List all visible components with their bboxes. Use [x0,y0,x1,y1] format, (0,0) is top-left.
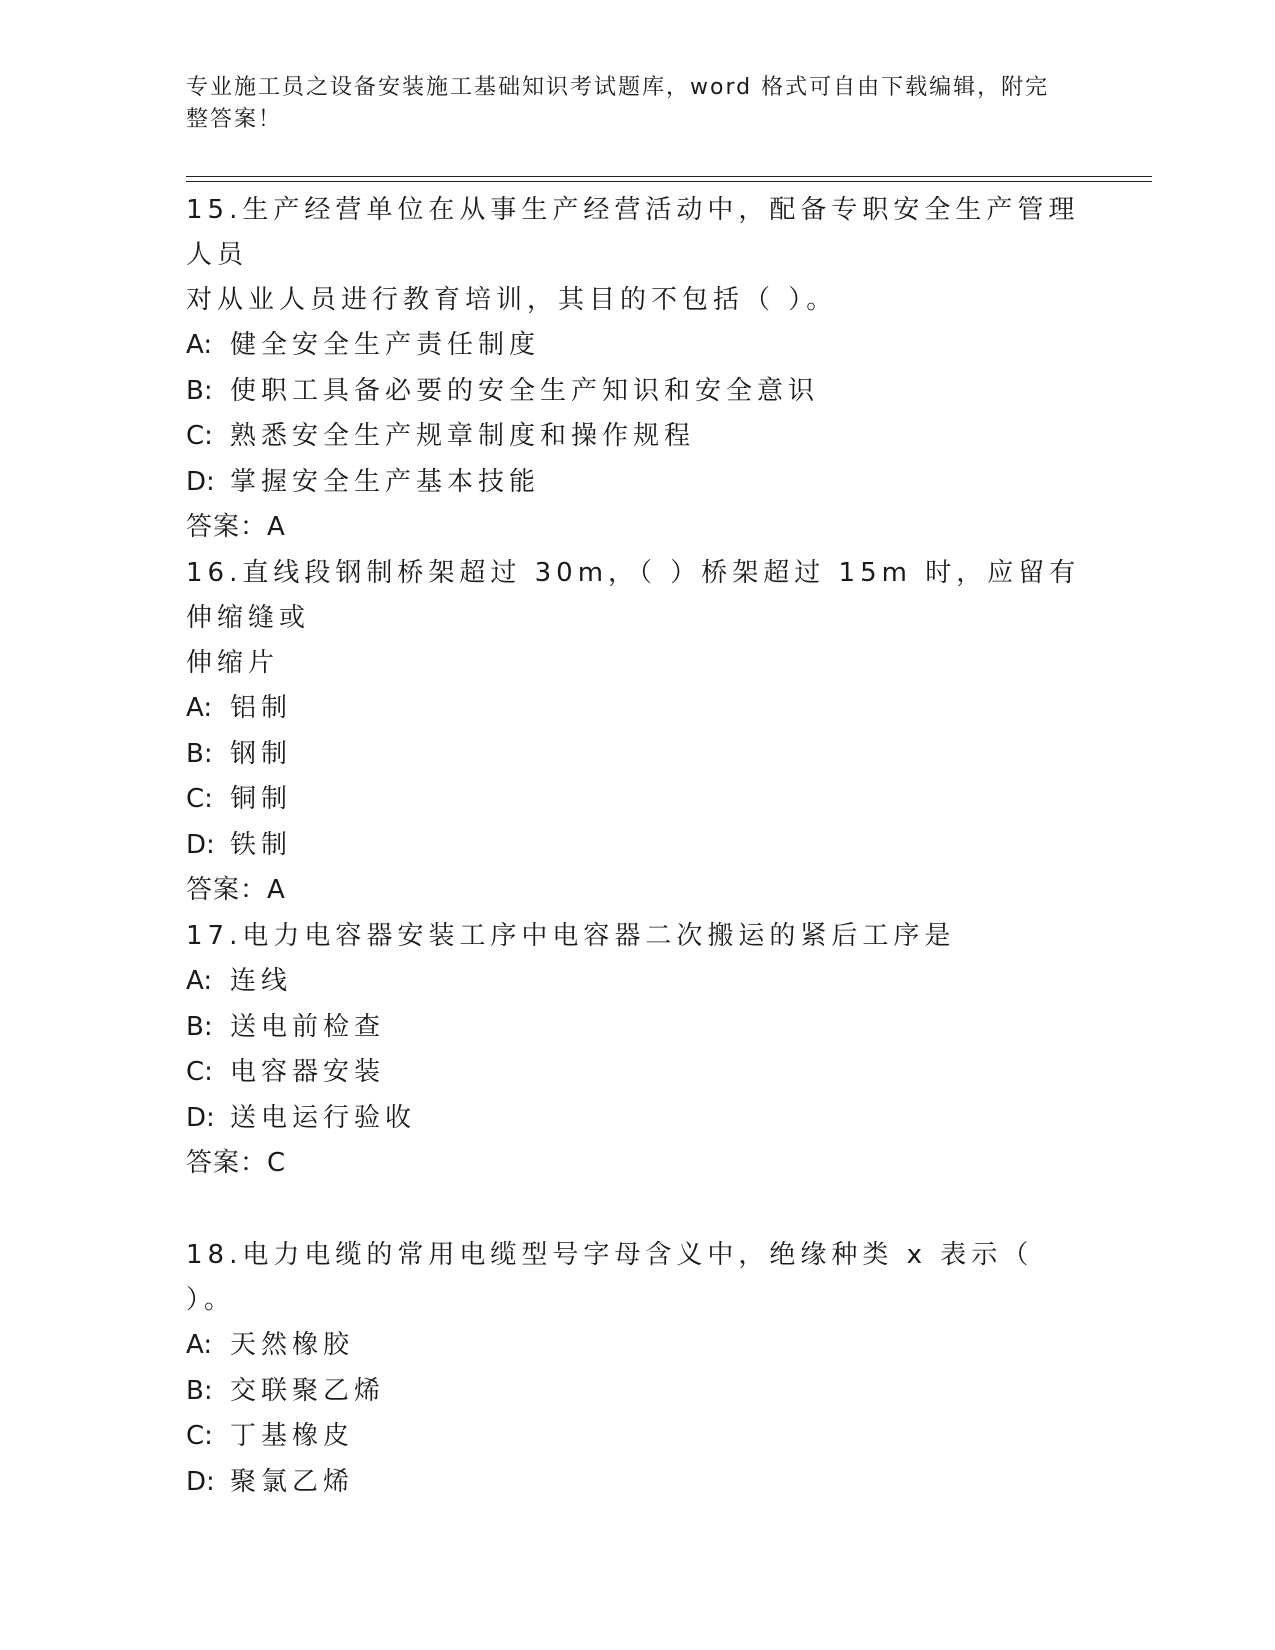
option-key: B: [186,1011,213,1042]
option-text: 交联聚乙烯 [230,1375,386,1406]
option-text: 丁基橡皮 [230,1421,355,1451]
answer [186,1141,1086,1187]
option-b [186,369,1086,415]
question-16 [186,551,1086,914]
option-key: C: [186,1057,213,1087]
option-text: 聚氯乙烯 [230,1466,355,1497]
option-text: 钢制 [230,738,293,769]
answer-label: 答案： [186,875,268,905]
option-key: A: [186,330,213,360]
option-key: B: [186,375,213,406]
option-key: A: [186,693,213,723]
option-d [186,823,1086,869]
header-line-2: 整答案！ [186,107,283,132]
answer [186,868,1086,914]
option-key: B: [186,1375,213,1406]
question-title-line: 对从业人员进行教育培训，其目的不包括（ ）。 [186,285,838,315]
answer-value: C [267,1148,286,1178]
document-header [186,72,1066,136]
option-d [186,1096,1086,1142]
option-text: 天然橡胶 [230,1330,355,1360]
question-title-line: 16.直线段钢制桥架超过 30m，（ ）桥架超过 15m 时，应留有伸缩缝或 [186,558,1081,633]
option-key: B: [186,738,213,769]
answer [186,505,1086,551]
question-title-line: 17.电力电容器安装工序中电容器二次搬运的紧后工序是 [186,921,956,951]
answer-value: A [267,512,285,542]
option-key: A: [186,966,213,996]
option-key: D: [186,829,215,860]
option-text: 送电运行验收 [230,1102,417,1133]
option-c [186,414,1086,460]
option-b [186,1369,1086,1415]
option-text: 熟悉安全生产规章制度和操作规程 [230,421,696,451]
option-d [186,1460,1086,1506]
option-text: 铁制 [230,829,293,860]
question-title-line: 15.生产经营单位在从事生产经营活动中，配备专职安全生产管理人员 [186,195,1080,270]
option-b [186,1005,1086,1051]
option-text: 电容器安装 [230,1057,386,1087]
option-key: C: [186,1421,213,1451]
option-c [186,777,1086,823]
option-c [186,1050,1086,1096]
option-key: D: [186,466,215,497]
option-key: D: [186,1466,215,1497]
header-divider-bottom [186,181,1152,182]
option-a [186,686,1086,732]
option-key: D: [186,1102,215,1133]
option-text: 铝制 [230,693,293,723]
question-17 [186,914,1086,1187]
option-key: A: [186,1330,213,1360]
option-b [186,732,1086,778]
option-d [186,460,1086,506]
question-title-line: 18.电力电缆的常用电缆型号字母含义中，绝缘种类 x 表示（ ）。 [186,1240,1034,1315]
option-key: C: [186,421,213,451]
answer-value: A [267,875,285,905]
question-title-line: 伸缩片 [186,648,280,678]
option-text: 掌握安全生产基本技能 [230,466,541,497]
question-18 [186,1233,1086,1505]
header-divider-top [186,176,1152,177]
option-a [186,959,1086,1005]
option-a [186,323,1086,369]
question-15 [186,188,1086,551]
option-c [186,1414,1086,1460]
option-text: 连线 [230,966,293,996]
option-text: 送电前检查 [230,1011,386,1042]
option-text: 健全安全生产责任制度 [230,330,541,360]
option-text: 铜制 [230,784,293,814]
answer-label: 答案： [186,512,268,542]
header-line-1: 专业施工员之设备安装施工基础知识考试题库，word 格式可自由下载编辑，附完 [186,75,1050,100]
answer-label: 答案： [186,1148,268,1178]
option-text: 使职工具备必要的安全生产知识和安全意识 [230,375,820,406]
option-a [186,1323,1086,1369]
option-key: C: [186,784,213,814]
